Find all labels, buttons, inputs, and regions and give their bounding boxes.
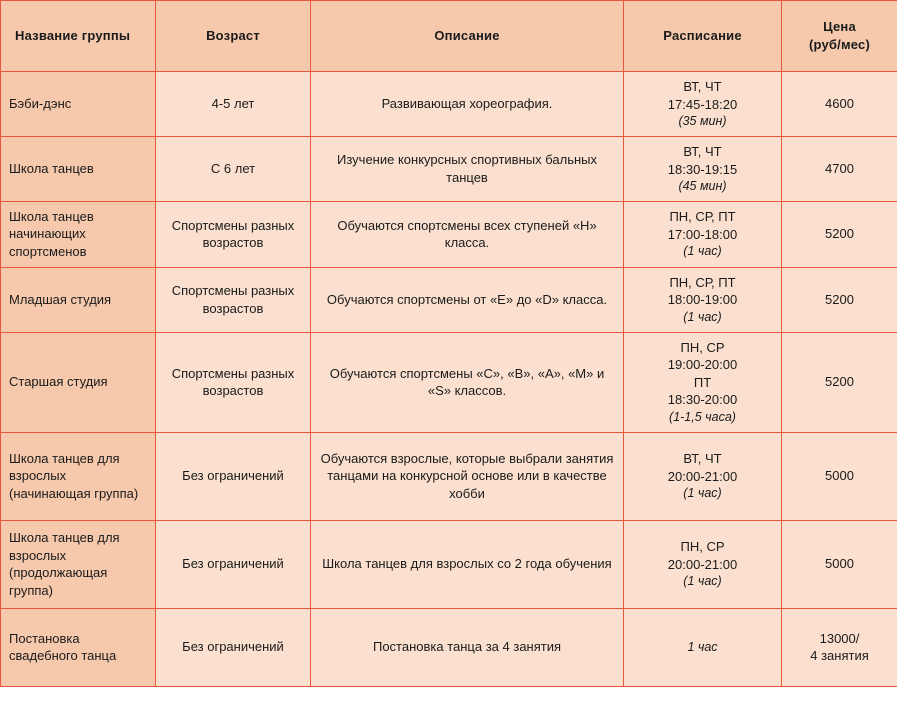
schedule-duration: (1 час) bbox=[683, 574, 722, 589]
price-line1: 13000/ bbox=[819, 630, 860, 646]
cell-schedule bbox=[624, 432, 782, 520]
cell-group-name: Школа танцев bbox=[1, 136, 156, 201]
cell-group-name: Школа танцев начинающих спортсменов bbox=[1, 201, 156, 267]
cell-schedule bbox=[624, 267, 782, 332]
column-header-price-line1: Цена bbox=[823, 19, 856, 35]
cell-schedule bbox=[624, 332, 782, 432]
cell-price: 5000 bbox=[782, 432, 897, 520]
schedule-time: 20:00-21:00 bbox=[667, 468, 738, 484]
schedule-duration: (1 час) bbox=[683, 244, 722, 259]
table-row bbox=[1, 72, 897, 137]
cell-description: Постановка танца за 4 занятия bbox=[311, 608, 624, 686]
cell-price: 5000 bbox=[782, 520, 897, 608]
cell-group-name: Младшая студия bbox=[1, 267, 156, 332]
schedule-time: 18:30-19:15 bbox=[667, 161, 738, 177]
cell-age: Спортсмены разных возрастов bbox=[156, 332, 311, 432]
column-header-name: Название группы bbox=[1, 1, 156, 72]
schedule-duration: 1 час bbox=[687, 639, 718, 654]
schedule-duration: (1 час) bbox=[683, 486, 722, 501]
cell-age: 4-5 лет bbox=[156, 72, 311, 137]
table-row bbox=[1, 332, 897, 432]
table-header-row bbox=[1, 1, 897, 72]
column-header-description: Описание bbox=[311, 1, 624, 72]
table-row bbox=[1, 136, 897, 201]
schedule-time: 20:00-21:00 bbox=[667, 556, 738, 572]
table-row bbox=[1, 267, 897, 332]
cell-age: Спортсмены разных возрастов bbox=[156, 267, 311, 332]
cell-schedule bbox=[624, 136, 782, 201]
schedule-days-alt: ПТ bbox=[693, 374, 712, 390]
cell-schedule bbox=[624, 520, 782, 608]
schedule-time: 17:45-18:20 bbox=[667, 96, 738, 112]
cell-age: Без ограничений bbox=[156, 432, 311, 520]
price-line2: 4 занятия bbox=[810, 648, 869, 664]
table-body bbox=[1, 72, 897, 687]
column-header-price bbox=[782, 1, 897, 72]
cell-description: Обучаются спортсмены «С», «В», «А», «М» и «S» классов. bbox=[311, 332, 624, 432]
cell-description: Обучаются спортсмены от «Е» до «D» класса. bbox=[311, 267, 624, 332]
cell-description: Развивающая хореография. bbox=[311, 72, 624, 137]
cell-description: Изучение конкурсных спортивных бальных танцев bbox=[311, 136, 624, 201]
cell-age: С 6 лет bbox=[156, 136, 311, 201]
schedule-duration: (35 мин) bbox=[678, 114, 727, 129]
schedule-duration: (1-1,5 часа) bbox=[669, 409, 736, 424]
table-row bbox=[1, 520, 897, 608]
schedule-days: ПН, СР bbox=[680, 339, 725, 355]
table-row bbox=[1, 432, 897, 520]
table-row bbox=[1, 608, 897, 686]
cell-group-name: Школа танцев для взрослых (начинающая группа) bbox=[1, 432, 156, 520]
column-header-age: Возраст bbox=[156, 1, 311, 72]
cell-price: 5200 bbox=[782, 267, 897, 332]
schedule-days: ВТ, ЧТ bbox=[683, 79, 722, 94]
cell-group-name: Бэби-дэнс bbox=[1, 72, 156, 137]
cell-price: 5200 bbox=[782, 201, 897, 267]
column-header-schedule: Расписание bbox=[624, 1, 782, 72]
schedule-time: 19:00-20:00 bbox=[667, 357, 738, 373]
schedule-duration: (1 час) bbox=[683, 309, 722, 324]
schedule-time: 17:00-18:00 bbox=[667, 226, 738, 242]
schedule-duration: (45 мин) bbox=[678, 179, 727, 194]
cell-price: 4700 bbox=[782, 136, 897, 201]
schedule-time: 18:00-19:00 bbox=[667, 292, 738, 308]
cell-schedule bbox=[624, 608, 782, 686]
cell-price: 4600 bbox=[782, 72, 897, 137]
cell-description: Обучаются спортсмены всех ступеней «Н» класса. bbox=[311, 201, 624, 267]
cell-price bbox=[782, 608, 897, 686]
schedule-days: ПН, СР bbox=[680, 539, 725, 555]
table-row bbox=[1, 201, 897, 267]
cell-age: Без ограничений bbox=[156, 520, 311, 608]
cell-description: Обучаются взрослые, которые выбрали занятия танцами на конкурсной основе или в качестве хобби bbox=[311, 432, 624, 520]
schedule-days: ВТ, ЧТ bbox=[683, 143, 722, 159]
cell-group-name: Постановка свадебного танца bbox=[1, 608, 156, 686]
cell-group-name: Старшая студия bbox=[1, 332, 156, 432]
schedule-days: ВТ, ЧТ bbox=[683, 451, 722, 467]
cell-schedule bbox=[624, 201, 782, 267]
schedule-time-alt: 18:30-20:00 bbox=[667, 392, 738, 408]
cell-group-name: Школа танцев для взрослых (продолжающая группа) bbox=[1, 520, 156, 608]
cell-description: Школа танцев для взрослых со 2 года обучения bbox=[311, 520, 624, 608]
cell-age: Без ограничений bbox=[156, 608, 311, 686]
cell-age: Спортсмены разных возрастов bbox=[156, 201, 311, 267]
schedule-days: ПН, СР, ПТ bbox=[669, 209, 736, 225]
cell-schedule bbox=[624, 72, 782, 137]
table-header bbox=[1, 1, 897, 72]
schedule-days: ПН, СР, ПТ bbox=[669, 274, 736, 290]
cell-price: 5200 bbox=[782, 332, 897, 432]
column-header-price-line2: (руб/мес) bbox=[808, 37, 870, 52]
